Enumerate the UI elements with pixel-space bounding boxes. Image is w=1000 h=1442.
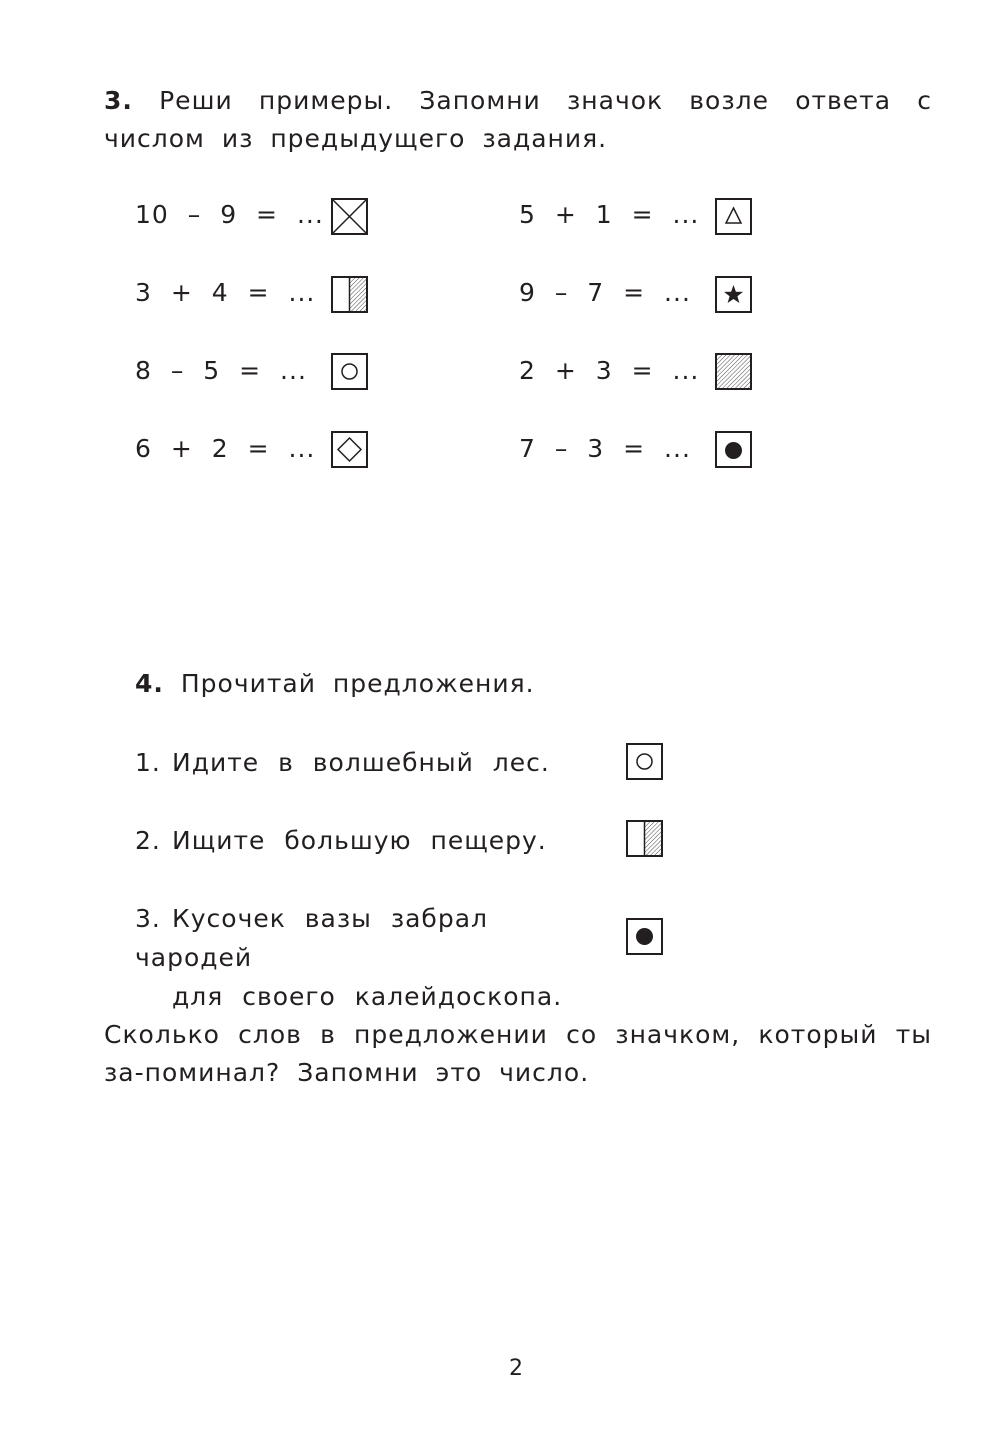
task3-number: 3. <box>104 86 133 115</box>
filled-circle-box-icon <box>715 431 752 468</box>
task3-instruction <box>104 82 932 158</box>
example-right-1: 5 + 1 = ... <box>519 200 700 229</box>
sentence-text-line2: для своего калейдоскопа. <box>172 982 563 1011</box>
task4-number: 4. <box>135 669 164 698</box>
crossed-box-icon <box>331 198 368 235</box>
diamond-box-icon <box>331 431 368 468</box>
sentence-text-line1: Кусочек вазы забрал чародей <box>135 904 489 972</box>
circle-box-icon <box>331 353 368 390</box>
filled-circle-box-icon <box>626 918 663 955</box>
triangle-box-icon <box>715 198 752 235</box>
circle-box-icon <box>626 743 663 780</box>
star-box-icon <box>715 276 752 313</box>
example-left-2: 3 + 4 = ... <box>135 278 316 307</box>
example-right-2: 9 – 7 = ... <box>519 278 691 307</box>
page-number: 2 <box>509 1356 523 1381</box>
task4-question: Сколько слов в предложении со значком, который ты за-поминал? Запомни это число. <box>104 1020 932 1087</box>
sentence-number: 3. <box>135 904 161 933</box>
sentence-text: Ищите большую пещеру. <box>172 826 547 855</box>
sentence-3 <box>135 899 585 1016</box>
example-right-3: 2 + 3 = ... <box>519 356 700 385</box>
task3-text: Реши примеры. Запомни значок возле ответа с числом из предыдущего задания. <box>104 86 932 153</box>
sentence-number: 1. <box>135 748 161 777</box>
example-left-1: 10 – 9 = ... <box>135 200 324 229</box>
sentence-2 <box>135 821 547 860</box>
sentence-number: 2. <box>135 826 161 855</box>
example-right-4: 7 – 3 = ... <box>519 434 691 463</box>
example-left-3: 8 – 5 = ... <box>135 356 307 385</box>
task4-heading <box>135 665 535 703</box>
example-left-4: 6 + 2 = ... <box>135 434 316 463</box>
hatched-box-icon <box>715 353 752 390</box>
half-hatched-box-icon <box>626 820 663 857</box>
sentence-1 <box>135 743 550 782</box>
task4-title: Прочитай предложения. <box>180 669 535 698</box>
half-hatched-box-icon <box>331 276 368 313</box>
sentence-text: Идите в волшебный лес. <box>172 748 550 777</box>
